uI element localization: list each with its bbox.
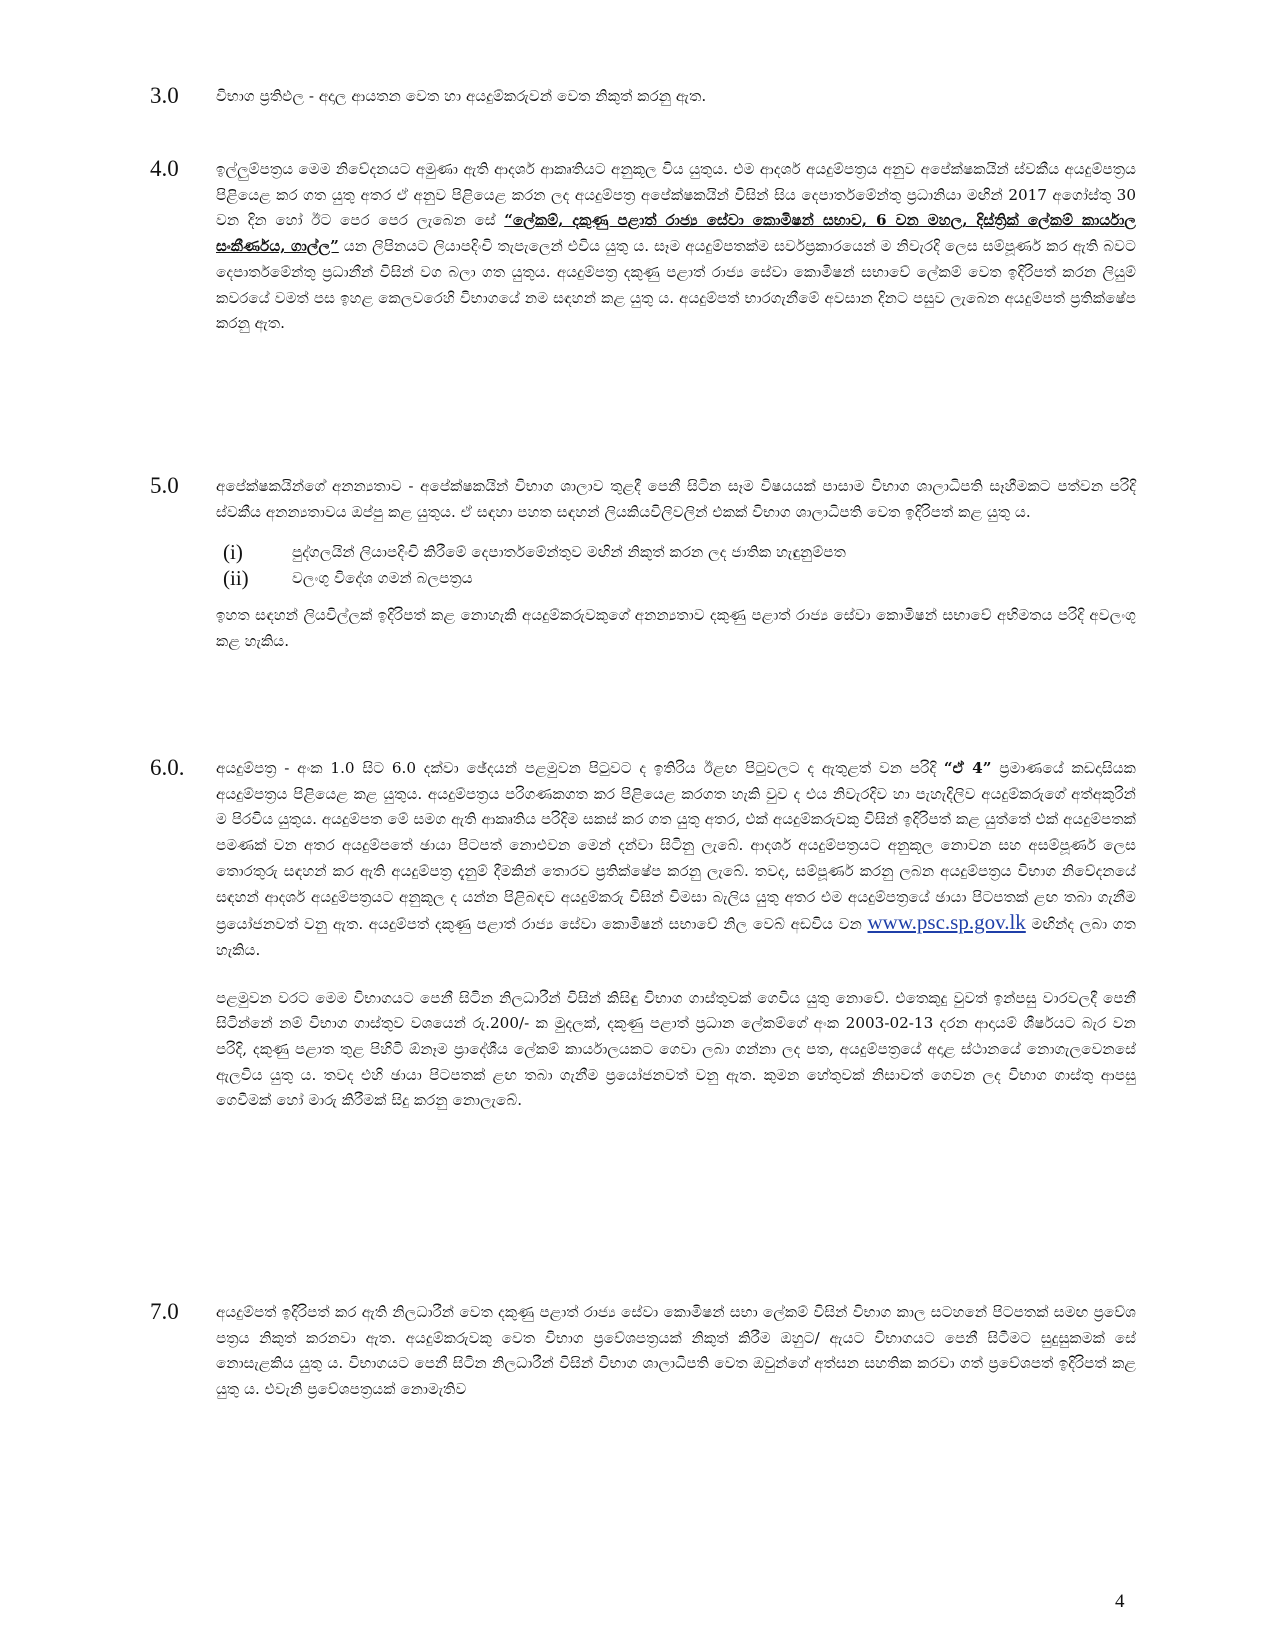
- section-3: [150, 81, 1140, 113]
- section-6: [150, 753, 1140, 1273]
- list-item-text: වලංගු විදේශ ගමන් බලපත්‍රය: [292, 569, 473, 588]
- section-text: [216, 1300, 1136, 1403]
- text-run: ප්‍රමාණයේ කඩදාසියක අයදුම්පත්‍රය පිළියෙළ කළ යුතුය. අයදුම්පත්‍රය පරිගණකගත කර පිළියෙළ කරගත හැකි වුව ද එය නිවැරදිව හා පැහැදිලිව අයදුම්කරුගේ අත්අකුරින් ම පිරවිය යුතුය. අයදුම්පත මේ සමග ඇති ආකෘතිය පරිදිම සකස් කර ගත යුතු අතර, එක් අයදුම්කරුවකු විසින් ඉදිරිපත් කළ යුත්තේ එක් අයදුම්පතක් පමණක් වන අතර අයදුම්පතේ ඡායා පිටපත් නොඑවන මෙන් දන්වා සිටිනු ලැබේ. ආදර්ශ අයදුම්පත්‍රයට අනුකූල නොවන සහ අසම්පූර්ණ ලෙස තොරතුරු සඳහන් කර ඇති අයදුම්පත්‍ර දැනුම් දීමකින් තොරව ප්‍රතික්ෂේප කරනු ලැබේ. තවද, සම්පූර්ණ කරනු ලබන අයදුම්පත්‍රය විභාග නිවේදනයේ සඳහන් ආදර්ශ අයදුම්පත්‍රයට අනුකූල ද යන්න පිළිබඳව අයදුම්කරු විසින් විමසා බැලිය යුතු අතර එම අයදුම්පත්‍රයේ ඡායා පිටපතක් ළඟ තබා ගැනීම ප්‍රයෝජනවත් වනු ඇත. අයදුම්පත් දකුණු පළාත් රාජ්‍ය සේවා කොමිෂන් සභාවේ නිල වෙබ් අඩවිය වන: [216, 759, 1136, 934]
- section-number: 4.0: [150, 156, 179, 181]
- section-5: [150, 471, 1140, 721]
- section-number: 3.0: [150, 83, 179, 108]
- section-number: 6.0.: [150, 755, 185, 780]
- section-text: [216, 84, 1136, 110]
- section-7: [150, 1297, 1140, 1447]
- paragraph: පළමුවන වරට මෙම විභාගයට පෙනී සිටින නිලධාරීන් විසින් කිසිඳු විභාග ගාස්තුවක් ගෙවිය යුතු නොවේ. එතෙකුදු වුවත් ඉන්පසු වාරවලදී පෙනී සිටින්නේ නම් විභාග ගාස්තුව වශයෙන් රු.200/- ක මුදලක්, දකුණු පළාත් ප්‍රධාන ලේකම්ගේ අංක 2003-02-13 දරන ආදායම් ශීර්ෂයට බැර වන පරිදි, දකුණු පළාත තුළ පිහිටි ඕනෑම ප්‍රාදේශීය ලේකම් කාර්යාලයකට ගෙවා ලබා ගන්නා ලද පත, අයදුම්පත්‍රයේ අදාළ ස්ථානයේ නොගැලවෙනසේ ඇලවිය යුතු ය. තවද එහි ඡායා පිටපතක් ළඟ තබා ගැනීම ප්‍රයෝජනවත් වනු ඇත. කුමන හේතුවක් නිසාවත් ගෙවන ලද විභාග ගාස්තු ආපසු ගෙවීමක් හෝ මාරු කිරීමක් සිදු කරනු නොලැබේ.: [216, 988, 1136, 1110]
- section-number: 7.0: [150, 1299, 179, 1324]
- document-list: [216, 539, 1136, 591]
- section-number: 5.0: [150, 473, 179, 498]
- text-run: අයදුම්පත්‍ර - අංක 1.0 සිට 6.0 දක්වා ඡේදයන් පළමුවන පිටුවට ද ඉතිරිය ඊළඟ පිටුවලට ද ඇතුළත් වන පරිදි: [216, 759, 944, 777]
- page-number: 4: [1115, 1591, 1125, 1612]
- list-item: [216, 565, 1136, 591]
- text-run: මඟින්ද ලබා ගත හැකිය.: [216, 915, 1136, 959]
- paragraph: [216, 157, 1136, 337]
- text-run: යන ලිපිනයට ලියාපදිංචි තැපැලෙන් එවිය යුතු ය. සෑම අයදුම්පතක්ම සර්වප්‍රකාරයෙන් ම නිවැරදි ලෙස සම්පූර්ණ කර ඇති බවට දෙපාර්තමේන්තු ප්‍රධානීන් විසින් වග බලා ගත යුතුය. අයදුම්පත්‍ර දකුණු පළාත් රාජ්‍ය සේවා කොමිෂන් සභාවේ ලේකම් වෙත ඉදිරිපත් කරන ලියුම් කවරයේ වමත් පස ඉහළ කෙලවරෙහි විභාගයේ නම සඳහන් කළ යුතු ය. අයදුම්පත් භාරගැනීමේ අවසාන දිනට පසුව ලැබෙන අයදුම්පත් ප්‍රතික්ෂේප කරනු ඇත.: [216, 237, 1136, 333]
- paragraph: [216, 756, 1136, 964]
- paragraph: අයදුම්පත් ඉදිරිපත් කර ඇති නිලධාරීන් වෙත දකුණු පළාත් රාජ්‍ය සේවා කොමිෂන් සභා ලේකම් විසින් විභාග කාල සටහනේ පිටපතක් සමඟ ප්‍රවේශ පත්‍රය නිකුත් කරනවා ඇත. අයදුම්කරුවකු වෙත විභාග ප්‍රවේශපත්‍රයක් නිකුත් කිරීම ඔහුට/ ඇයට විභාගයට පෙනී සිටීමට සුදුසුකමක් සේ නොසැළකිය යුතු ය. විභාගයට පෙනී සිටින නිලධාරීන් විසින් විභාග ශාලාධිපති වෙත ඔවුන්ගේ අත්සන සහතික කරවා ගත් ප්‍රවේශපත් ඉදිරිපත් කළ යුතු ය. එවැනි ප්‍රවේශපත්‍රයක් නොමැතිව: [216, 1303, 1136, 1399]
- text-run: ඉල්ලුම්පත්‍රය මෙම නිවේදනයට අමුණා ඇති ආදර්ශ ආකෘතියට අනුකූල විය යුතුය. එම ආදර්ශ අයදුම්පත්‍රය අනුව අපේක්ෂකයින් ස්වකීය අයදුම්පත්‍රය පිළියෙළ කර ගත යුතු අතර ඒ අනුව පිළියෙළ කරන ලද අයදුම්පත්‍ර අපේක්ෂකයින් විසින් සිය දෙපාර්තමේන්තු ප්‍රධානියා මඟින් 2017 අගෝස්තු 30 වන දින හෝ ඊට පෙර පෙර ලැබෙන සේ: [216, 160, 1136, 230]
- paragraph: අපේක්ෂකයින්ගේ අනන්‍යතාව - අපේක්ෂකයින් විභාග ශාලාව තුළදී පෙනී සිටින සෑම විෂයයක් පාසාම විභාග ශාලාධිපති සෑහීමකට පත්වන පරිදි ස්වකීය අනන්‍යතාවය ඔප්පු කළ යුතුය. ඒ සඳහා පහත සඳහන් ලියකියවිලිවලින් එකක් විභාග ශාලාධිපති වෙත ඉදිරිපත් කළ යුතු ය.: [216, 477, 1136, 521]
- section-text: [216, 157, 1136, 337]
- list-item: [216, 539, 1136, 565]
- mailing-address: “ලේකම්, දකුණු පළාත් රාජ්‍ය සේවා කොමිෂන් සභාව, 6 වන මහල, දිස්ත්‍රික් ලේකම් කාර්යාල සංකීර්ණය, ගාල්ල”: [216, 211, 1136, 256]
- paragraph: විභාග ප්‍රතිඵල - අදාල ආයතන වෙත හා අයදුම්කරුවන් වෙත නිකුත් කරනු ඇත.: [216, 87, 707, 105]
- list-item-label: (ii): [223, 566, 249, 591]
- paper-size: “ඒ 4”: [943, 759, 992, 777]
- section-4: [150, 154, 1140, 454]
- list-item-label: (i): [223, 540, 243, 565]
- section-text: [216, 474, 1136, 655]
- paragraph: ඉහත සඳහන් ලියවිල්ලක් ඉදිරිපත් කළ නොහැකි අයදුම්කරුවකුගේ අනන්‍යතාව දකුණු පළාත් රාජ්‍ය සේවා කොමිෂන් සභාවේ අභිමතය පරිදි අවලංගු කළ හැකිය.: [216, 606, 1136, 651]
- list-item-text: පුද්ගලයින් ලියාපදිංචි කිරීමේ දෙපාර්තමේන්තුව මඟින් නිකුත් කරන ලද ජාතික හැඳුනුම්පත: [292, 543, 846, 562]
- website-link[interactable]: www.psc.sp.gov.lk: [867, 910, 1026, 935]
- section-text: [216, 756, 1136, 1114]
